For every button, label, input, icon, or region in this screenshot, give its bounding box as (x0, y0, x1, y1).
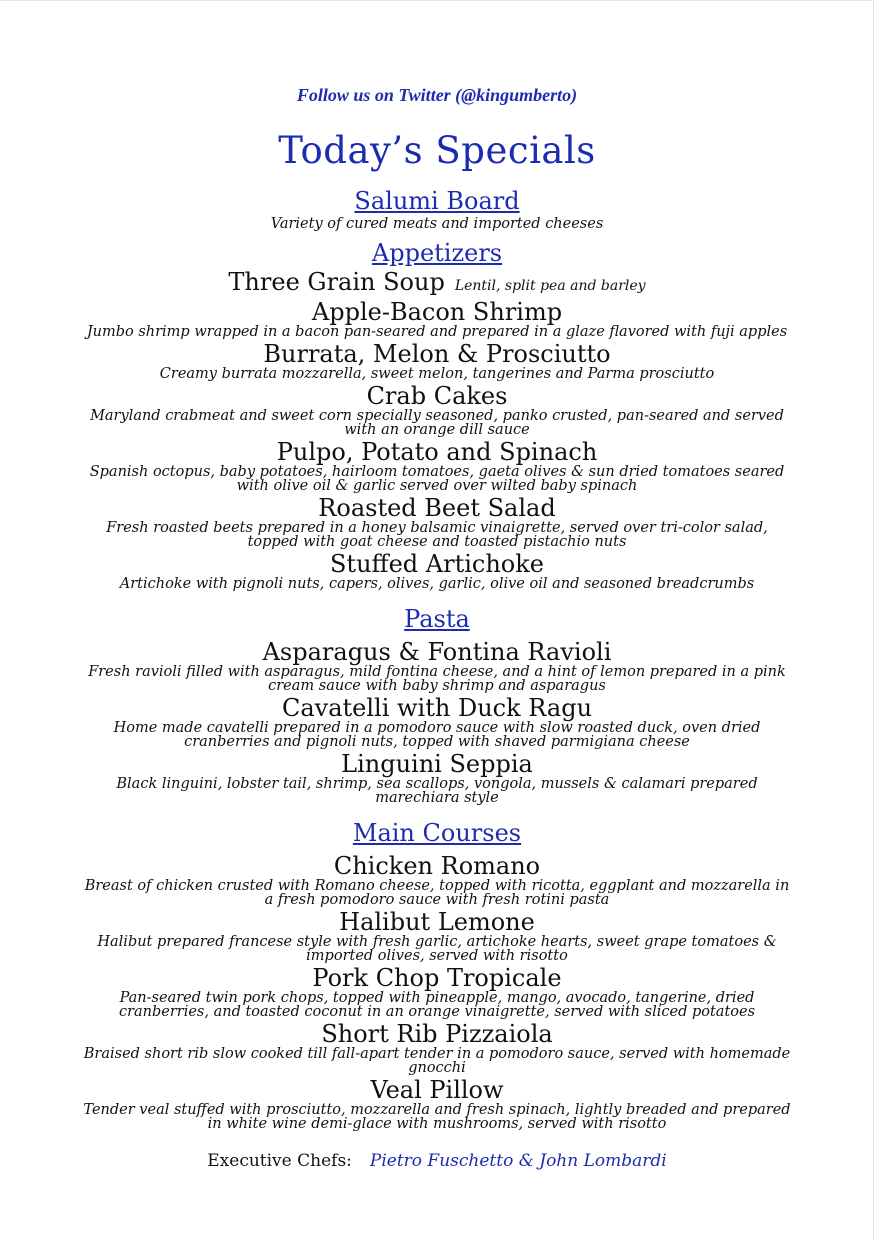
menu-item-name: Asparagus & Fontina Ravioli (262, 638, 612, 666)
menu-item-name: Stuffed Artichoke (329, 550, 544, 578)
menu-item-name: Pork Chop Tropicale (312, 964, 562, 992)
page-title: Today’s Specials (278, 129, 596, 172)
section-title-pasta: Pasta (404, 605, 470, 633)
section-title-appetizers: Appetizers (371, 239, 503, 267)
executive-chefs (0, 1151, 874, 1171)
menu-item-description: Fresh ravioli filled with asparagus, mild fontina cheese, and a hint of lemon prepared in a pink cream sauce with baby shrimp and asparagus (88, 664, 786, 694)
menu-item-description: Spanish octopus, baby potatoes, hairloom tomatoes, gaeta olives & sun dried tomatoes seared with olive oil & garlic served over wilted baby spinach (89, 464, 785, 494)
menu-item-description: Braised short rib slow cooked till fall-apart tender in a pomodoro sauce, served with homemade gnocchi (83, 1046, 791, 1076)
menu-item-name: Linguini Seppia (341, 750, 533, 778)
menu-item-name: Veal Pillow (370, 1076, 504, 1104)
menu-item-description: Pan-seared twin pork chops, topped with pineapple, mango, avocado, tangerine, dried cranberries, and toasted coconut in an orange vinaigrette, served with sliced potatoes (118, 990, 756, 1020)
menu-item-name: Apple-Bacon Shrimp (311, 298, 563, 326)
chefs-names: Pietro Fuschetto & John Lombardi (369, 1151, 667, 1171)
menu-item-name: Short Rib Pizzaiola (321, 1020, 553, 1048)
menu-item-description: Creamy burrata mozzarella, sweet melon, tangerines and Parma prosciutto (159, 366, 715, 382)
menu-item-name: Roasted Beet Salad (318, 494, 556, 522)
menu-item-description: Fresh roasted beets prepared in a honey balsamic vinaigrette, served over tri-color salad, topped with goat cheese and toasted pistachio nuts (106, 520, 768, 550)
menu-item-description: Breast of chicken crusted with Romano cheese, topped with ricotta, eggplant and mozzarella in a fresh pomodoro sauce with fresh rotini pasta (84, 878, 790, 908)
menu-item-name: Cavatelli with Duck Ragu (281, 694, 593, 722)
menu-item-name: Burrata, Melon & Prosciutto (263, 340, 611, 368)
menu-item-name: Halibut Lemone (339, 908, 535, 936)
menu-item-description: Lentil, split pea and barley (454, 278, 646, 294)
chefs-label: Executive Chefs: (207, 1151, 352, 1171)
menu-item-description: Jumbo shrimp wrapped in a bacon pan-seared and prepared in a glaze flavored with fuji apples (86, 324, 788, 340)
menu-item-name: Crab Cakes (366, 382, 508, 410)
menu-item-description: Home made cavatelli prepared in a pomodoro sauce with slow roasted duck, oven dried cranberries and pignoli nuts, topped with shaved parmigiana cheese (113, 720, 761, 750)
menu-item-name (80, 269, 794, 299)
menu-item-name-text: Three Grain Soup (228, 268, 445, 296)
section-title-main-courses: Main Courses (352, 819, 522, 847)
section-title-salumi: Salumi Board (354, 187, 520, 215)
menu-item-description: Halibut prepared francese style with fresh garlic, artichoke hearts, sweet grape tomatoes & imported olives, served with risotto (97, 934, 777, 964)
menu-item-description: Maryland crabmeat and sweet corn specially seasoned, panko crusted, pan-seared and served with an orange dill sauce (90, 408, 784, 438)
menu-content (80, 185, 794, 1133)
menu-item-description: Black linguini, lobster tail, shrimp, sea scallops, vongola, mussels & calamari prepared marechiara style (116, 776, 758, 806)
menu-item-description: Artichoke with pignoli nuts, capers, olives, garlic, olive oil and seasoned breadcrumbs (119, 576, 755, 592)
salumi-description: Variety of cured meats and imported cheeses (270, 216, 604, 232)
menu-item-name: Chicken Romano (333, 852, 541, 880)
menu-item-name: Pulpo, Potato and Spinach (276, 438, 598, 466)
menu-item-description: Tender veal stuffed with prosciutto, mozzarella and fresh spinach, lightly breaded and prepared in white wine demi-glace with mushrooms, served with risotto (83, 1102, 791, 1132)
twitter-link[interactable]: Follow us on Twitter (@kingumberto) (296, 85, 578, 105)
